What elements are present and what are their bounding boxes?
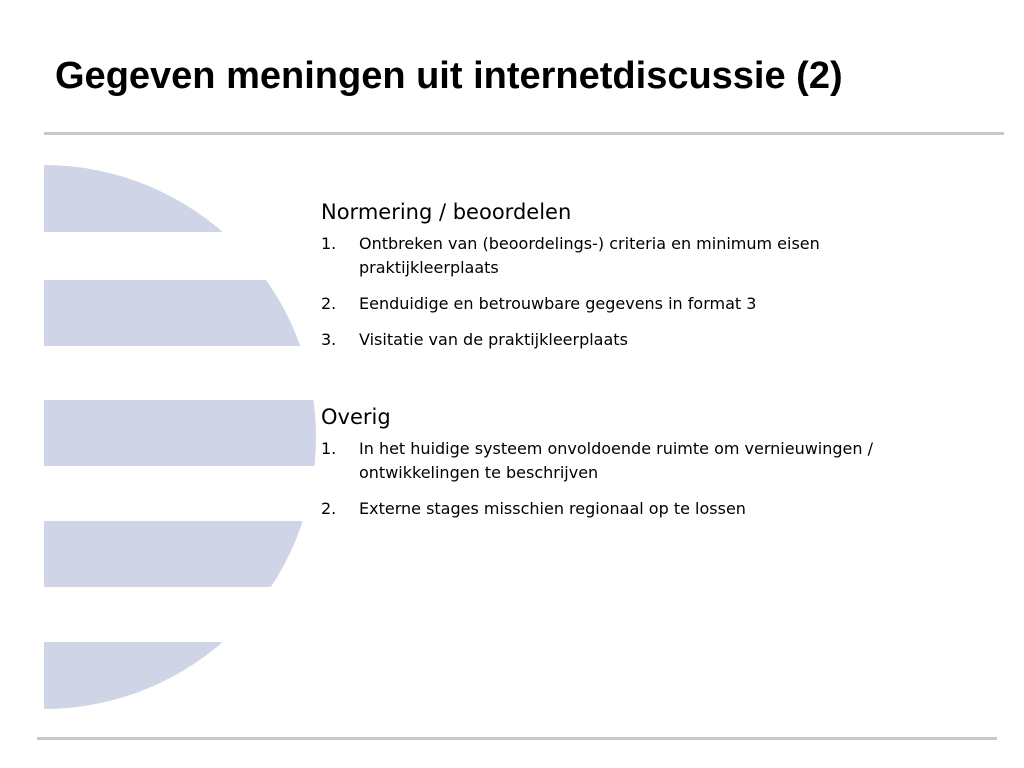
list-item — [321, 328, 961, 352]
numbered-list — [321, 437, 961, 521]
decoration-band-2 — [44, 280, 324, 346]
decoration-band-4 — [44, 521, 324, 587]
list-number: 2. — [321, 294, 337, 313]
list-item — [321, 292, 961, 316]
section-overig — [321, 403, 961, 521]
list-item-text: Ontbreken van (beoordelings-) criteria en minimum eisen praktijkleerplaats — [359, 234, 820, 277]
list-item — [321, 437, 961, 485]
list-number: 1. — [321, 234, 337, 253]
list-item-text: In het huidige systeem onvoldoende ruimte om vernieuwingen / ontwikkelingen te beschrijven — [359, 439, 874, 482]
section-heading: Normering / beoordelen — [321, 200, 572, 224]
list-item-text: Eenduidige en betrouwbare gegevens in format 3 — [359, 294, 757, 313]
decoration-band-3 — [44, 400, 324, 466]
decoration-band-1 — [44, 160, 324, 232]
numbered-list — [321, 232, 961, 352]
list-number: 3. — [321, 330, 337, 349]
decoration-band-5 — [44, 642, 324, 714]
list-item — [321, 497, 961, 521]
content-area — [321, 198, 961, 533]
section-normering — [321, 198, 961, 352]
list-number: 1. — [321, 439, 337, 458]
bottom-divider — [37, 737, 997, 740]
list-item-text: Visitatie van de praktijkleerplaats — [359, 330, 628, 349]
list-item — [321, 232, 961, 280]
list-item-text: Externe stages misschien regionaal op te lossen — [359, 499, 746, 518]
section-heading: Overig — [321, 405, 391, 429]
list-number: 2. — [321, 499, 337, 518]
slide-title: Gegeven meningen uit internetdiscussie (2) — [55, 55, 843, 97]
